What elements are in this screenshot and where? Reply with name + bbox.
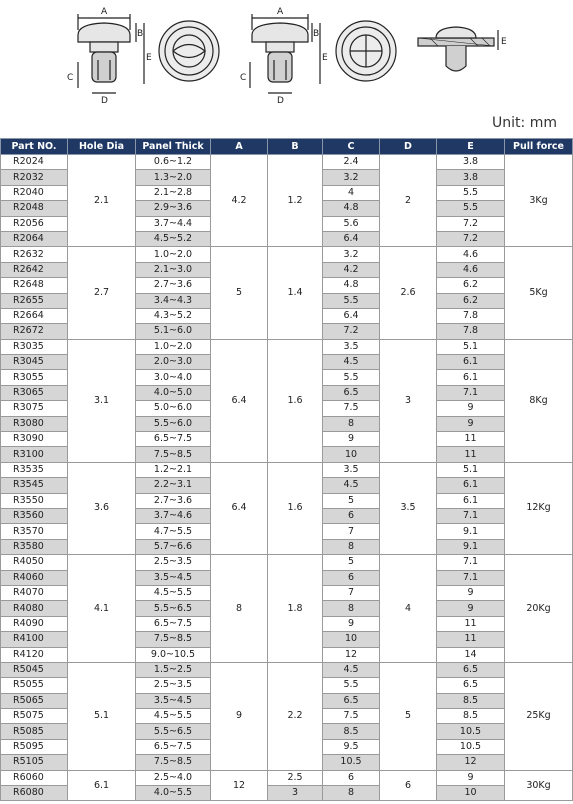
- panel-thick-cell: 6.5~7.5: [136, 432, 211, 447]
- e-cell: 6.2: [437, 278, 505, 293]
- panel-thick-cell: 2.5~3.5: [136, 555, 211, 570]
- e-cell: 6.5: [437, 662, 505, 677]
- panel-thick-cell: 3.5~4.5: [136, 570, 211, 585]
- header-c: C: [323, 139, 380, 155]
- part-no-cell: R3550: [1, 493, 68, 508]
- panel-thick-cell: 3.0~4.0: [136, 370, 211, 385]
- part-no-cell: R6060: [1, 770, 68, 785]
- e-cell: 6.5: [437, 678, 505, 693]
- e-cell: 14: [437, 647, 505, 662]
- c-cell: 7.5: [323, 401, 380, 416]
- table-row: [1, 662, 573, 677]
- e-cell: 6.1: [437, 493, 505, 508]
- pull-force-cell: 12Kg: [505, 462, 573, 554]
- panel-thick-cell: 5.5~6.5: [136, 601, 211, 616]
- c-cell: 3.2: [323, 247, 380, 262]
- part-no-cell: R5055: [1, 678, 68, 693]
- c-cell: 5: [323, 555, 380, 570]
- c-cell: 2.4: [323, 155, 380, 170]
- panel-thick-cell: 3.5~4.5: [136, 693, 211, 708]
- part-no-cell: R2056: [1, 216, 68, 231]
- e-cell: 7.2: [437, 216, 505, 231]
- c-cell: 4: [323, 185, 380, 200]
- part-no-cell: R5045: [1, 662, 68, 677]
- panel-thick-cell: 7.5~8.5: [136, 755, 211, 770]
- d-cell: 6: [380, 770, 437, 801]
- part-no-cell: R2672: [1, 324, 68, 339]
- e-cell: 9.1: [437, 524, 505, 539]
- e-cell: 7.1: [437, 385, 505, 400]
- part-no-cell: R4070: [1, 585, 68, 600]
- pull-force-cell: 20Kg: [505, 555, 573, 663]
- c-cell: 9: [323, 616, 380, 631]
- a-cell: 6.4: [211, 462, 268, 554]
- c-cell: 12: [323, 647, 380, 662]
- panel-thick-cell: 3.7~4.4: [136, 216, 211, 231]
- c-cell: 4.2: [323, 262, 380, 277]
- panel-thick-cell: 1.2~2.1: [136, 462, 211, 477]
- table-row: [1, 555, 573, 570]
- d-cell: 2: [380, 155, 437, 247]
- panel-thick-cell: 2.1~3.0: [136, 262, 211, 277]
- part-no-cell: R4100: [1, 632, 68, 647]
- e-cell: 11: [437, 616, 505, 631]
- part-no-cell: R4090: [1, 616, 68, 631]
- d-cell: 3.5: [380, 462, 437, 554]
- hole-dia-cell: 6.1: [68, 770, 136, 801]
- header-d: D: [380, 139, 437, 155]
- c-cell: 9.5: [323, 739, 380, 754]
- part-no-cell: R3075: [1, 401, 68, 416]
- label-e-2: E: [322, 53, 328, 63]
- e-cell: 6.2: [437, 293, 505, 308]
- part-no-cell: R2642: [1, 262, 68, 277]
- c-cell: 9: [323, 432, 380, 447]
- e-cell: 12: [437, 755, 505, 770]
- pull-force-cell: 8Kg: [505, 339, 573, 462]
- technical-drawings: [0, 0, 573, 112]
- panel-thick-cell: 6.5~7.5: [136, 616, 211, 631]
- part-no-cell: R2040: [1, 185, 68, 200]
- e-cell: 9: [437, 416, 505, 431]
- c-cell: 10: [323, 632, 380, 647]
- part-no-cell: R3090: [1, 432, 68, 447]
- part-no-cell: R4080: [1, 601, 68, 616]
- hole-dia-cell: 2.1: [68, 155, 136, 247]
- c-cell: 8: [323, 601, 380, 616]
- c-cell: 7.5: [323, 709, 380, 724]
- part-no-cell: R2648: [1, 278, 68, 293]
- spec-table-body: [1, 155, 573, 801]
- part-no-cell: R5075: [1, 709, 68, 724]
- label-e-3: E: [501, 37, 507, 47]
- table-row: [1, 155, 573, 170]
- panel-thick-cell: 4.5~5.2: [136, 231, 211, 246]
- e-cell: 9: [437, 770, 505, 785]
- panel-thick-cell: 1.0~2.0: [136, 339, 211, 354]
- e-cell: 9.1: [437, 539, 505, 554]
- b-cell: 1.4: [268, 247, 323, 339]
- c-cell: 6: [323, 570, 380, 585]
- c-cell: 8: [323, 786, 380, 801]
- part-no-cell: R5085: [1, 724, 68, 739]
- c-cell: 5.5: [323, 370, 380, 385]
- b-cell: 1.2: [268, 155, 323, 247]
- part-no-cell: R6080: [1, 786, 68, 801]
- a-cell: 12: [211, 770, 268, 801]
- hole-dia-cell: 3.1: [68, 339, 136, 462]
- c-cell: 7: [323, 585, 380, 600]
- e-cell: 7.8: [437, 308, 505, 323]
- spec-table: [0, 138, 573, 801]
- b-cell: 1.8: [268, 555, 323, 663]
- table-row: [1, 247, 573, 262]
- a-cell: 5: [211, 247, 268, 339]
- part-no-cell: R5065: [1, 693, 68, 708]
- header-e: E: [437, 139, 505, 155]
- a-cell: 6.4: [211, 339, 268, 462]
- panel-thick-cell: 4.0~5.0: [136, 385, 211, 400]
- e-cell: 3.8: [437, 155, 505, 170]
- part-no-cell: R5105: [1, 755, 68, 770]
- unit-label: Unit: mm: [492, 115, 557, 131]
- header-a: A: [211, 139, 268, 155]
- hole-dia-cell: 5.1: [68, 662, 136, 770]
- c-cell: 6.5: [323, 385, 380, 400]
- panel-thick-cell: 2.7~3.6: [136, 278, 211, 293]
- panel-thick-cell: 9.0~10.5: [136, 647, 211, 662]
- c-cell: 6.5: [323, 693, 380, 708]
- panel-thick-cell: 4.5~5.5: [136, 709, 211, 724]
- c-cell: 3.2: [323, 170, 380, 185]
- b-cell: 2.2: [268, 662, 323, 770]
- label-a-1: A: [101, 7, 108, 17]
- e-cell: 11: [437, 432, 505, 447]
- panel-thick-cell: 5.5~6.5: [136, 724, 211, 739]
- panel-thick-cell: 2.2~3.1: [136, 478, 211, 493]
- header-part-no: Part NO.: [1, 139, 68, 155]
- part-no-cell: R3055: [1, 370, 68, 385]
- c-cell: 4.5: [323, 478, 380, 493]
- part-no-cell: R3560: [1, 508, 68, 523]
- c-cell: 10.5: [323, 755, 380, 770]
- c-cell: 7: [323, 524, 380, 539]
- label-e-1: E: [146, 53, 152, 63]
- panel-thick-cell: 2.1~2.8: [136, 185, 211, 200]
- d-cell: 5: [380, 662, 437, 770]
- c-cell: 6.4: [323, 308, 380, 323]
- hole-dia-cell: 4.1: [68, 555, 136, 663]
- panel-thick-cell: 3.4~4.3: [136, 293, 211, 308]
- d-cell: 2.6: [380, 247, 437, 339]
- pull-force-cell: 30Kg: [505, 770, 573, 801]
- table-row: [1, 770, 573, 785]
- part-no-cell: R2632: [1, 247, 68, 262]
- part-no-cell: R4060: [1, 570, 68, 585]
- panel-thick-cell: 1.3~2.0: [136, 170, 211, 185]
- e-cell: 9: [437, 401, 505, 416]
- e-cell: 9: [437, 585, 505, 600]
- e-cell: 7.1: [437, 508, 505, 523]
- e-cell: 5.5: [437, 185, 505, 200]
- c-cell: 5.5: [323, 678, 380, 693]
- header-panel-thick: Panel Thick: [136, 139, 211, 155]
- e-cell: 5.1: [437, 339, 505, 354]
- part-no-cell: R2664: [1, 308, 68, 323]
- label-b-2: B: [313, 29, 320, 39]
- c-cell: 4.5: [323, 355, 380, 370]
- c-cell: 8: [323, 416, 380, 431]
- c-cell: 4.8: [323, 201, 380, 216]
- e-cell: 7.2: [437, 231, 505, 246]
- e-cell: 3.8: [437, 170, 505, 185]
- e-cell: 5.5: [437, 201, 505, 216]
- b-cell: 1.6: [268, 462, 323, 554]
- e-cell: 7.1: [437, 570, 505, 585]
- part-no-cell: R3545: [1, 478, 68, 493]
- a-cell: 8: [211, 555, 268, 663]
- label-c-1: C: [67, 73, 74, 83]
- pull-force-cell: 3Kg: [505, 155, 573, 247]
- label-a-2: A: [277, 7, 284, 17]
- e-cell: 11: [437, 632, 505, 647]
- e-cell: 8.5: [437, 709, 505, 724]
- c-cell: 6: [323, 508, 380, 523]
- part-no-cell: R4050: [1, 555, 68, 570]
- part-no-cell: R2032: [1, 170, 68, 185]
- a-cell: 9: [211, 662, 268, 770]
- label-b-1: B: [137, 29, 144, 39]
- e-cell: 6.1: [437, 370, 505, 385]
- panel-thick-cell: 5.0~6.0: [136, 401, 211, 416]
- panel-thick-cell: 3.7~4.6: [136, 508, 211, 523]
- e-cell: 5.1: [437, 462, 505, 477]
- part-no-cell: R3570: [1, 524, 68, 539]
- e-cell: 9: [437, 601, 505, 616]
- part-no-cell: R2024: [1, 155, 68, 170]
- c-cell: 8.5: [323, 724, 380, 739]
- panel-thick-cell: 2.5~4.0: [136, 770, 211, 785]
- label-c-2: C: [240, 73, 247, 83]
- part-no-cell: R3535: [1, 462, 68, 477]
- d-cell: 3: [380, 339, 437, 462]
- panel-thick-cell: 7.5~8.5: [136, 632, 211, 647]
- panel-thick-cell: 0.6~1.2: [136, 155, 211, 170]
- panel-thick-cell: 5.1~6.0: [136, 324, 211, 339]
- part-no-cell: R5095: [1, 739, 68, 754]
- panel-thick-cell: 6.5~7.5: [136, 739, 211, 754]
- part-no-cell: R2655: [1, 293, 68, 308]
- panel-thick-cell: 4.0~5.5: [136, 786, 211, 801]
- e-cell: 6.1: [437, 478, 505, 493]
- part-no-cell: R3100: [1, 447, 68, 462]
- panel-thick-cell: 2.7~3.6: [136, 493, 211, 508]
- part-no-cell: R4120: [1, 647, 68, 662]
- c-cell: 3.5: [323, 462, 380, 477]
- header-row: [1, 139, 573, 155]
- table-row: [1, 339, 573, 354]
- part-no-cell: R3580: [1, 539, 68, 554]
- c-cell: 5: [323, 493, 380, 508]
- c-cell: 6.4: [323, 231, 380, 246]
- e-cell: 10.5: [437, 724, 505, 739]
- part-no-cell: R2064: [1, 231, 68, 246]
- b-cell: 3: [268, 786, 323, 801]
- c-cell: 4.8: [323, 278, 380, 293]
- panel-thick-cell: 5.7~6.6: [136, 539, 211, 554]
- hole-dia-cell: 3.6: [68, 462, 136, 554]
- part-no-cell: R3035: [1, 339, 68, 354]
- panel-thick-cell: 5.5~6.0: [136, 416, 211, 431]
- pull-force-cell: 5Kg: [505, 247, 573, 339]
- e-cell: 8.5: [437, 693, 505, 708]
- b-cell: 1.6: [268, 339, 323, 462]
- a-cell: 4.2: [211, 155, 268, 247]
- e-cell: 4.6: [437, 247, 505, 262]
- e-cell: 4.6: [437, 262, 505, 277]
- panel-thick-cell: 4.3~5.2: [136, 308, 211, 323]
- panel-thick-cell: 4.7~5.5: [136, 524, 211, 539]
- c-cell: 7.2: [323, 324, 380, 339]
- e-cell: 7.1: [437, 555, 505, 570]
- part-no-cell: R3080: [1, 416, 68, 431]
- panel-thick-cell: 7.5~8.5: [136, 447, 211, 462]
- label-d-2: D: [277, 96, 284, 106]
- c-cell: 3.5: [323, 339, 380, 354]
- header-pull-force: Pull force: [505, 139, 573, 155]
- part-no-cell: R2048: [1, 201, 68, 216]
- panel-thick-cell: 2.0~3.0: [136, 355, 211, 370]
- c-cell: 5.5: [323, 293, 380, 308]
- part-no-cell: R3045: [1, 355, 68, 370]
- panel-thick-cell: 4.5~5.5: [136, 585, 211, 600]
- panel-thick-cell: 1.5~2.5: [136, 662, 211, 677]
- c-cell: 5.6: [323, 216, 380, 231]
- table-row: [1, 462, 573, 477]
- e-cell: 10.5: [437, 739, 505, 754]
- hole-dia-cell: 2.7: [68, 247, 136, 339]
- b-cell: 2.5: [268, 770, 323, 785]
- header-b: B: [268, 139, 323, 155]
- pull-force-cell: 25Kg: [505, 662, 573, 770]
- e-cell: 11: [437, 447, 505, 462]
- part-no-cell: R3065: [1, 385, 68, 400]
- e-cell: 6.1: [437, 355, 505, 370]
- panel-thick-cell: 2.9~3.6: [136, 201, 211, 216]
- c-cell: 10: [323, 447, 380, 462]
- c-cell: 4.5: [323, 662, 380, 677]
- c-cell: 6: [323, 770, 380, 785]
- e-cell: 10: [437, 786, 505, 801]
- d-cell: 4: [380, 555, 437, 663]
- c-cell: 8: [323, 539, 380, 554]
- panel-thick-cell: 2.5~3.5: [136, 678, 211, 693]
- panel-thick-cell: 1.0~2.0: [136, 247, 211, 262]
- header-hole-dia: Hole Dia: [68, 139, 136, 155]
- label-d-1: D: [101, 96, 108, 106]
- e-cell: 7.8: [437, 324, 505, 339]
